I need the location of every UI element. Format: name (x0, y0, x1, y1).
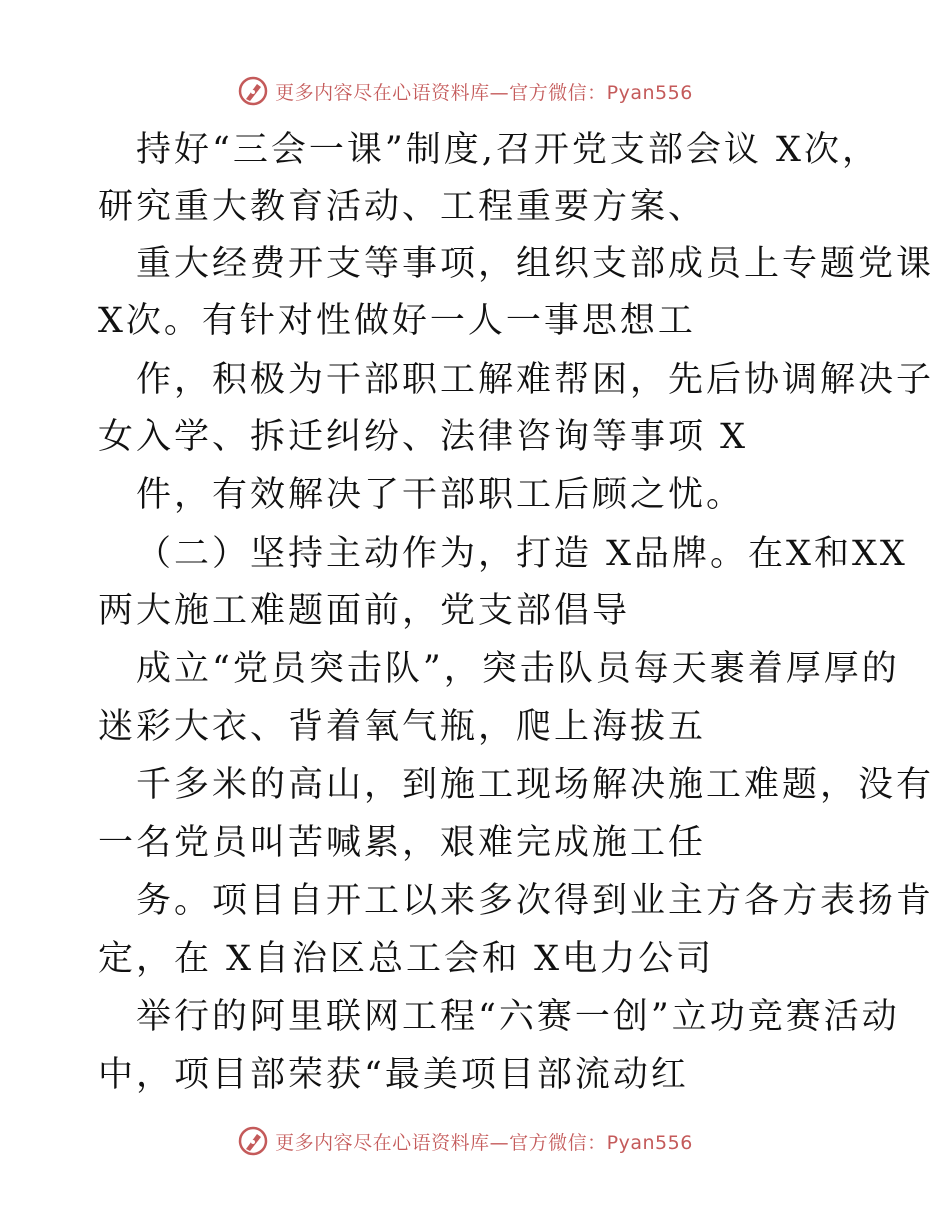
body-line: （二）坚持主动作为，打造 X品牌。在X和XX (136, 534, 908, 574)
body-line: 研究重大教育活动、工程重要方案、 (98, 187, 707, 227)
body-line: 件，有效解决了干部职工后顾之忧。 (136, 475, 745, 515)
watermark-text: 更多内容尽在心语资料库—官方微信：Pyan556 (275, 1131, 693, 1154)
body-line: 定，在 X自治区总工会和 X电力公司 (98, 939, 715, 979)
body-line: 女入学、拆迁纠纷、法律咨询等事项 X (98, 417, 749, 457)
body-line: 作，积极为干部职工解难帮困，先后协调解决子 (136, 360, 935, 400)
body-line: 成立“党员突击队”，突击队员每天裹着厚厚的 (136, 649, 900, 689)
body-line: X次。有针对性做好一人一事思想工 (98, 301, 696, 341)
watermark-text: 更多内容尽在心语资料库—官方微信：Pyan556 (275, 81, 693, 104)
body-line: 两大施工难题面前，党支部倡导 (98, 591, 631, 631)
body-line: 举行的阿里联网工程“六赛一创”立功竞赛活动 (136, 997, 900, 1037)
footer-watermark (0, 1121, 950, 1161)
body-line: 务。项目自开工以来多次得到业主方各方表扬肯 (136, 881, 935, 921)
body-line: 一名党员叫苦喊累，艰难完成施工任 (98, 823, 707, 863)
body-line: 中，项目部荣获“最美项目部流动红 (98, 1055, 689, 1095)
pen-nib-circle-icon (237, 1125, 269, 1157)
body-line: 重大经费开支等事项，组织支部成员上专题党课 (136, 244, 935, 284)
body-line: 持好“三会一课”制度,召开党支部会议 X次， (136, 130, 880, 170)
body-line: 迷彩大衣、背着氧气瓶，爬上海拔五 (98, 707, 707, 747)
body-line: 千多米的高山，到施工现场解决施工难题，没有 (136, 765, 935, 805)
